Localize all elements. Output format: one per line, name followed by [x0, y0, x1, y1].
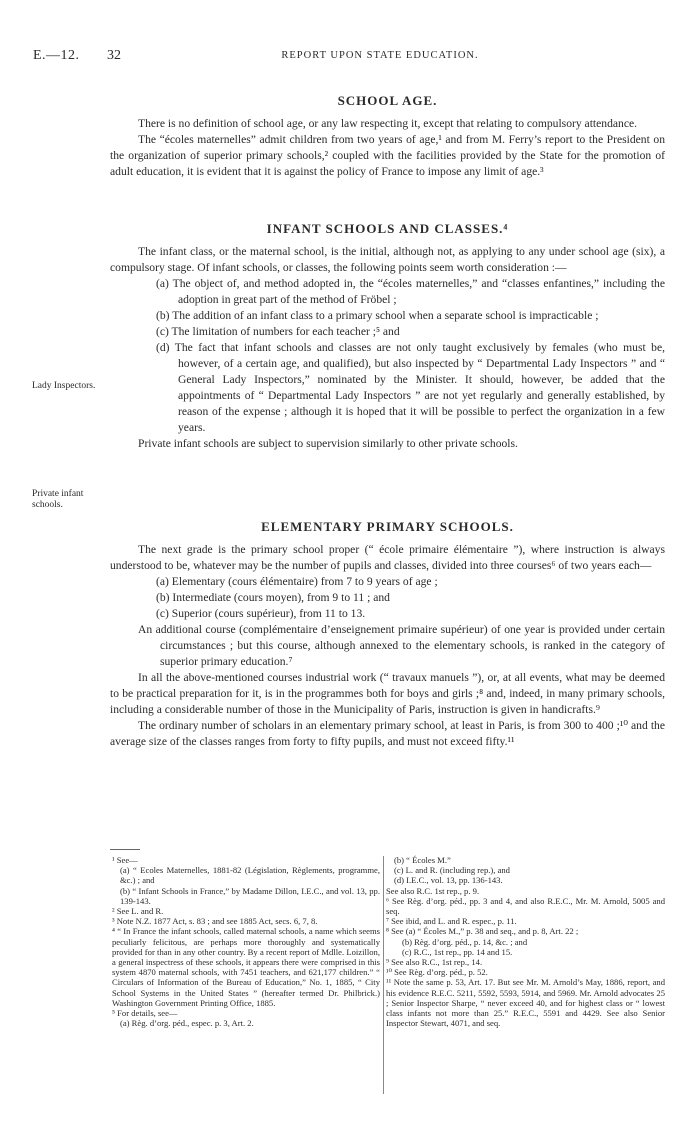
footnote: (d) I.E.C., vol. 13, pp. 136-143.: [394, 875, 503, 886]
footnote: (a) Règ. d’org. péd., espec. p. 3, Art. 2.: [120, 1018, 254, 1029]
footnote: ⁷ See ibid, and L. and R. espec., p. 11.: [386, 916, 517, 927]
paragraph: There is no definition of school age, or any law respecting it, except that relating to compulsory attendance.: [138, 117, 638, 130]
footnote: (b) “ Infant Schools in France,” by Madame Dillon, I.E.C., and vol. 13, pp. 139-143.: [120, 885, 380, 906]
footnotes-right-column: [386, 855, 665, 1028]
margin-note-private-infant-schools: Private infant schools.: [32, 489, 84, 510]
running-title: REPORT UPON STATE EDUCATION.: [281, 50, 479, 61]
section-title-elementary-schools: ELEMENTARY PRIMARY SCHOOLS.: [261, 519, 514, 534]
list-item: (d) The fact that infant schools and classes are not only taught exclusively by females (who must be, however, of a certain age, and qualified), but also inspected by “ Departmental Lady Inspectors ” and “ General Lady Inspectors,” nominated by the Minister. It should, however, be added that the appointments of “ Departmental Lady Inspectors ” are not yet regularly and generally established, by reason of the expense ; although it is hoped that it will be possible to perfect the organization in a few years.: [156, 341, 665, 434]
paragraph: The ordinary number of scholars in an elementary primary school, at least in Paris, is from 300 to 400 ;¹⁰ and the average size of the classes ranges from forty to fifty pupils, and must not exceed fifty.¹¹: [110, 719, 665, 748]
footnote: ⁵ For details, see—: [112, 1008, 178, 1019]
page-number: 32: [107, 48, 121, 63]
footnote-rule: [110, 849, 140, 850]
footnote: ² See L. and R.: [112, 906, 164, 917]
section-title-infant-schools: INFANT SCHOOLS AND CLASSES.⁴: [266, 221, 509, 236]
section-title-school-age: SCHOOL AGE.: [337, 93, 438, 108]
footnote-column-divider: [383, 856, 384, 1094]
section-elementary-schools: [110, 518, 665, 750]
footnote: ¹ See—: [112, 855, 138, 865]
footnote: (b) Règ. d’org. péd., p. 14, &c. ; and: [402, 936, 528, 947]
paragraph: In all the above-mentioned courses industrial work (“ travaux manuels ”), or, at all events, what may be deemed to be practical preparation for it, is in the programmes both for boys and girls ;⁸ and, indeed, in many primary schools, including a considerable number of those in the Municipality of Paris, instruction is given in handicrafts.⁹: [110, 671, 665, 716]
footnote: ⁹ See also R.C., 1st rep., 14.: [386, 957, 483, 968]
list-item: (b) Intermediate (cours moyen), from 9 to 11 ; and: [156, 591, 390, 604]
page-header: [0, 48, 700, 70]
paragraph: The “écoles maternelles” admit children from two years of age,¹ and from M. Ferry’s report to the President on the organization of superior primary schools,² coupled with the facilities provided by the State for the promotion of adult education, it is evident that it is against the policy of France to impose any limit of age.³: [110, 133, 665, 178]
paragraph: Private infant schools are subject to supervision similarly to other private schools.: [138, 437, 518, 450]
list-item: (a) The object of, and method adopted in, the “écoles maternelles,” and “classes enfantines,” including the adoption in great part of the method of Fröbel ;: [156, 277, 665, 306]
footnote: ¹⁰ See Règ. d’org. péd., p. 52.: [386, 967, 488, 978]
footnote: See also R.C. 1st rep., p. 9.: [386, 885, 480, 896]
paragraph: The infant class, or the maternal school, is the initial, although not, as applying to any under school age (six), a compulsory stage. Of infant schools, or classes, the following points seem worth consideration :—: [110, 245, 665, 274]
paragraph: The next grade is the primary school proper (“ école primaire élémentaire ”), where instruction is always understood to be, whatever may be the number of pupils and classes, divided into three courses⁶ of two years each—: [110, 543, 665, 572]
document-reference: E.—12.: [33, 48, 80, 63]
footnote: ⁸ See (a) “ Écoles M.,” p. 38 and seq., and p. 8, Art. 22 ;: [386, 926, 579, 937]
paragraph: An additional course (complémentaire d’enseignement primaire supérieur) of one year is provided under certain circumstances ; but this course, although annexed to the elementary schools, is ranked in the category of superior primary education.⁷: [138, 623, 665, 668]
footnote: (a) “ Ecoles Maternelles, 1881-82 (Législation, Règlements, programme, &c.) ; and: [120, 865, 380, 886]
list-item: (a) Elementary (cours élémentaire) from 7 to 9 years of age ;: [156, 575, 438, 588]
footnote: ⁶ See Règ. d’org. péd., pp. 3 and 4, and also R.E.C., Mr. M. Arnold, 5005 and seq.: [386, 895, 665, 917]
footnote: ¹¹ Note the same p. 53, Art. 17. But see Mr. M. Arnold’s May, 1886, report, and his evidence R.E.C. 5211, 5592, 5593, 5914, and 5969. Mr. Arnold advocates 25 ; Senior Inspector Sharpe, “ never exceed 40, and for highest class or “ lowest class infants not more than 25.” R.E.C., 5591 and 4429. See also Senior Inspector Stewart, 4071, and seq.: [386, 977, 665, 1029]
list-item: (c) The limitation of numbers for each teacher ;⁵ and: [156, 325, 400, 338]
section-school-age: [110, 92, 665, 180]
margin-note-lady-inspectors: Lady Inspectors.: [32, 381, 96, 391]
list-item: (c) Superior (cours supérieur), from 11 to 13.: [156, 607, 366, 620]
footnote: ³ Note N.Z. 1877 Act, s. 83 ; and see 1885 Act, secs. 6, 7, 8.: [112, 916, 318, 927]
footnote: (b) “ Écoles M.”: [394, 855, 451, 865]
footnotes-left-column: [112, 855, 380, 1028]
footnote: ⁴ “ In France the infant schools, called maternal schools, a name which seems peculiarly felicitous, are perhaps more thoroughly and systematically provided for than in any other country. By a recent report of Mdlle. Loizillon, a general inspectress of these schools, it appears there were comprised in this system 4870 maternal schools, with 7451 teachers, and 621,177 children.” “ Circulars of Information of the Bureau of Education,” No. 1, 1885, “ City School Systems in the United States ” (hereafter termed Dr. Philbrick.) Washington Government Printing Office, 1885.: [112, 926, 380, 1008]
footnote: (c) L. and R. (including rep.), and: [394, 865, 510, 876]
list-item: (b) The addition of an infant class to a primary school when a separate school is impracticable ;: [156, 309, 599, 322]
section-infant-schools: [110, 220, 665, 452]
footnote: (c) R.C., 1st rep., pp. 14 and 15.: [402, 946, 513, 957]
